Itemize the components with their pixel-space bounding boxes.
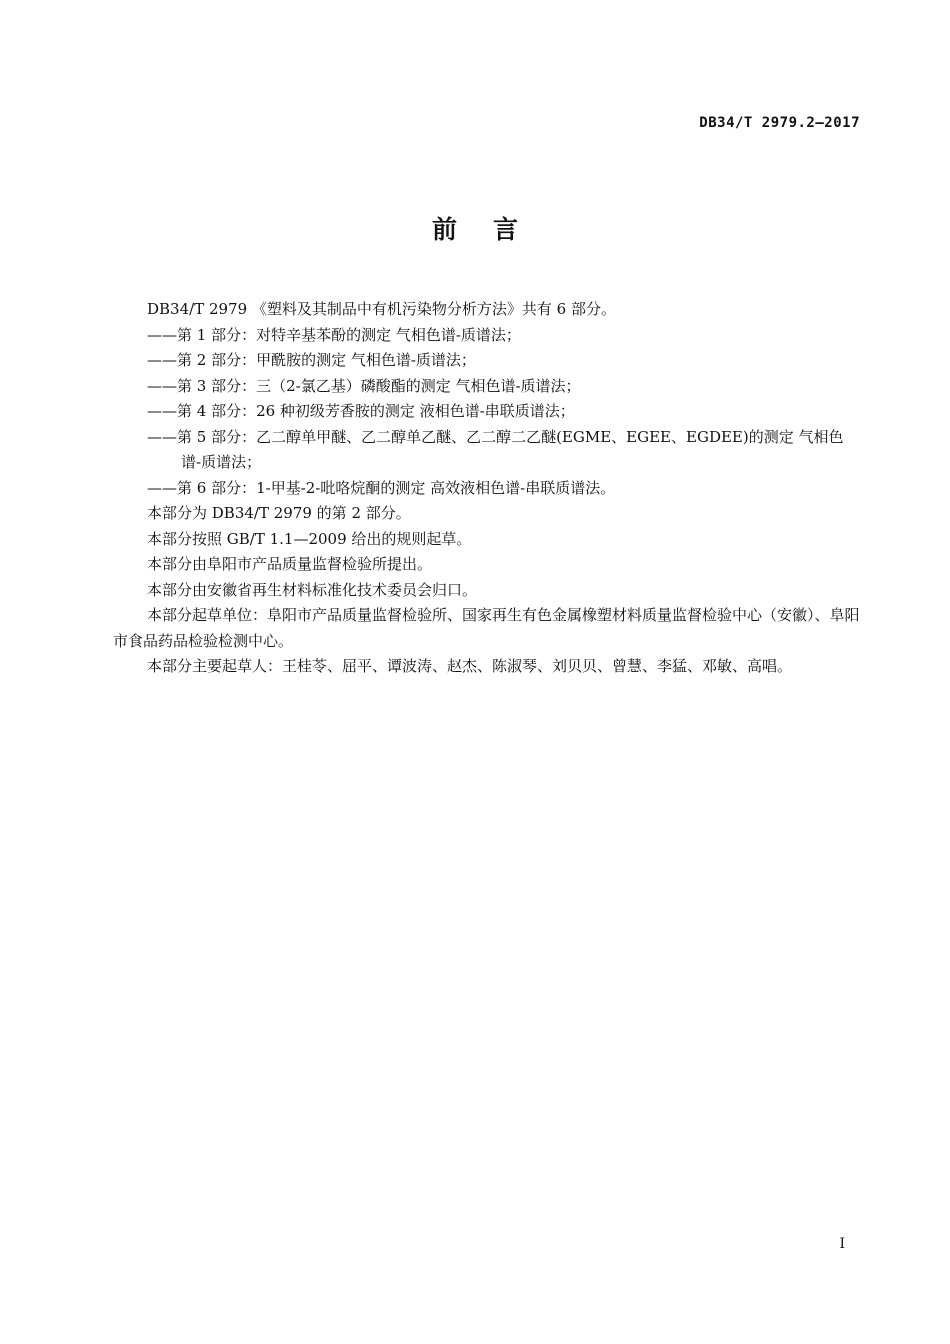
document-code: DB34/T 2979.2—2017	[699, 115, 860, 131]
statement-drafting-units: 本部分起草单位：阜阳市产品质量监督检验所、国家再生有色金属橡塑材料质量监督检验中心（安徽）、阜阳市食品药品检验检测中心。	[113, 606, 860, 650]
statement-drafters: 本部分主要起草人：王桂苓、屈平、谭波涛、赵杰、陈淑琴、刘贝贝、曾慧、李猛、邓敏、高唱。	[147, 657, 793, 675]
foreword-body	[113, 297, 863, 680]
page-number: I	[839, 1236, 845, 1252]
statement-committee: 本部分由安徽省再生材料标准化技术委员会归口。	[147, 580, 478, 599]
part-item-1: ——第 1 部分：对特辛基苯酚的测定 气相色谱-质谱法；	[147, 325, 521, 344]
part-item-3: ——第 3 部分：三（2-氯乙基）磷酸酯的测定 气相色谱-质谱法；	[147, 376, 581, 395]
statement-drafting-rules: 本部分按照 GB/T 1.1—2009 给出的规则起草。	[147, 529, 472, 548]
part-item-6: ——第 6 部分：1-甲基-2-吡咯烷酮的测定 高效液相色谱-串联质谱法。	[147, 478, 616, 497]
intro-paragraph: DB34/T 2979 《塑料及其制品中有机污染物分析方法》共有 6 部分。	[147, 300, 616, 318]
part-item-4: ——第 4 部分：26 种初级芳香胺的测定 液相色谱-串联质谱法；	[147, 402, 575, 420]
part-item-2: ——第 2 部分：甲酰胺的测定 气相色谱-质谱法；	[147, 351, 476, 369]
part-item-5: ——第 5 部分：乙二醇单甲醚、乙二醇单乙醚、乙二醇二乙醚(EGME、EGEE、EGDEE)的测定 气相色谱-质谱法；	[147, 427, 844, 471]
statement-part-number: 本部分为 DB34/T 2979 的第 2 部分。	[147, 504, 411, 522]
page-title: 前言	[431, 215, 554, 244]
statement-proposer: 本部分由阜阳市产品质量监督检验所提出。	[147, 555, 433, 573]
